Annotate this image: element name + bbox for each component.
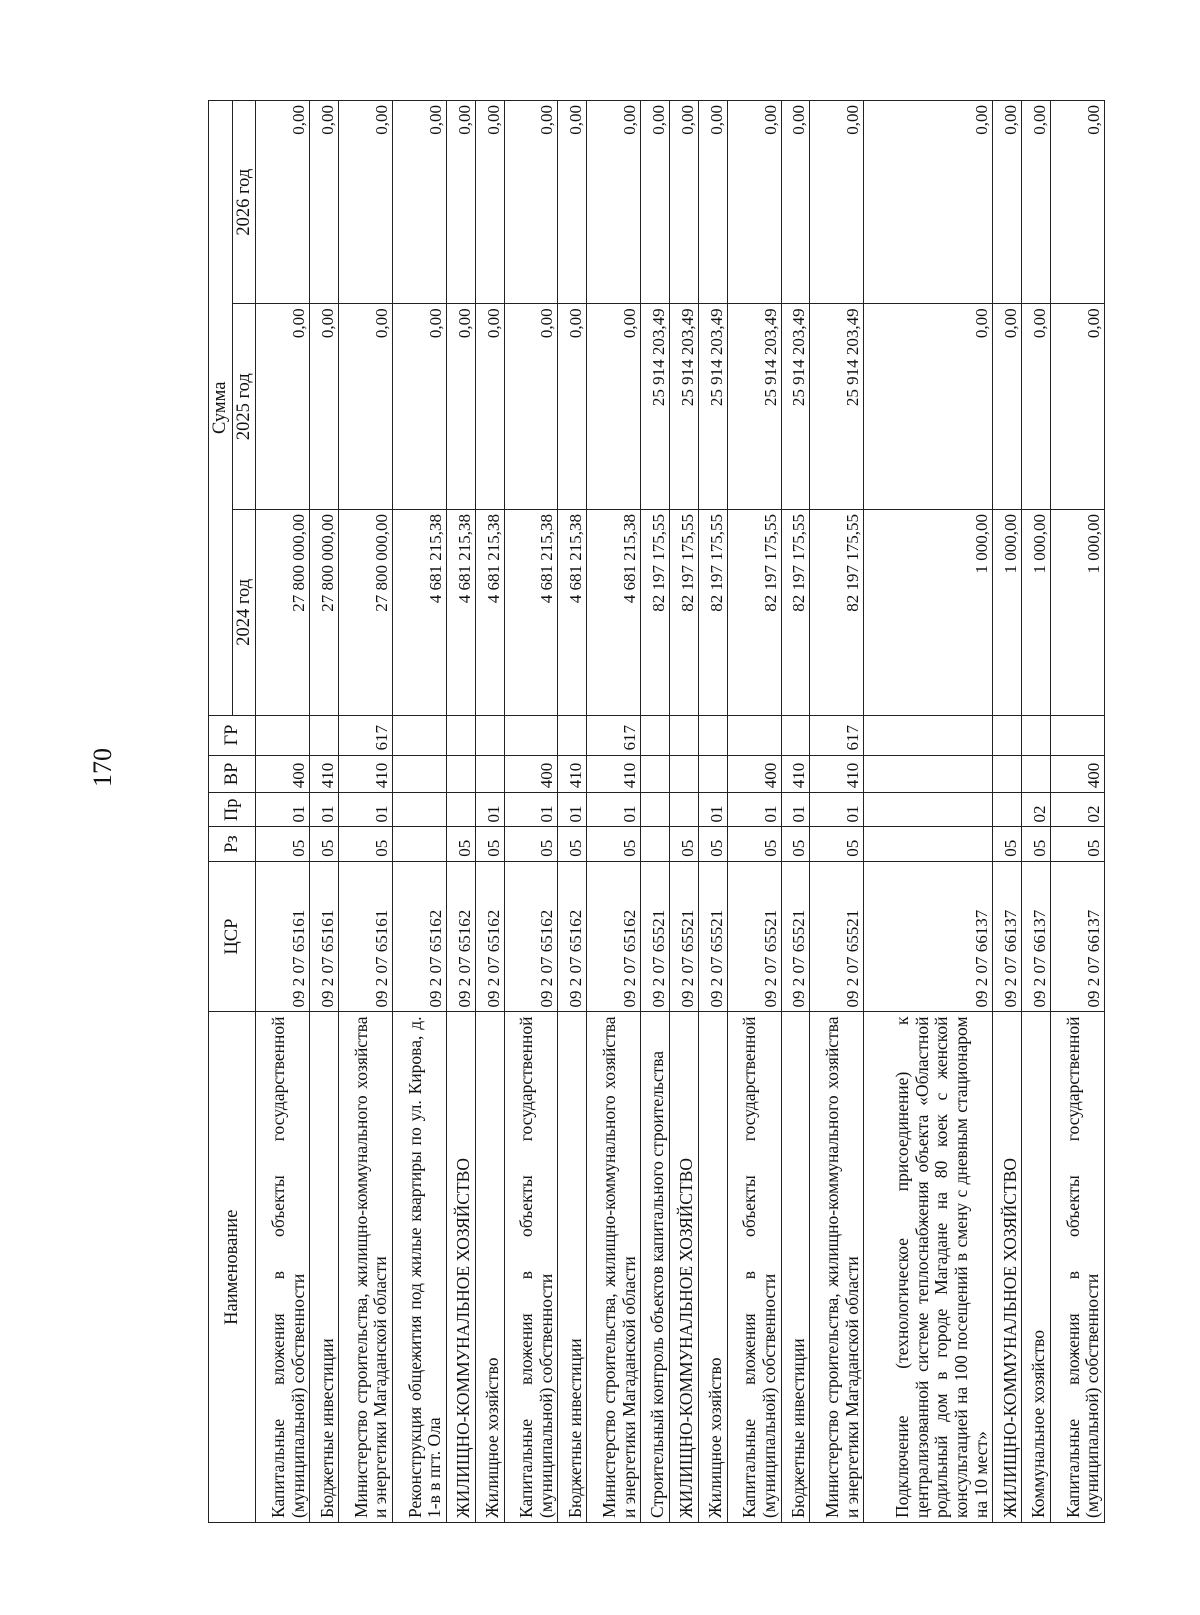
cell-rz — [864, 827, 993, 861]
cell-vr — [393, 755, 447, 793]
cell-2024: 4 681 215,38 — [558, 509, 587, 715]
cell-2025: 25 914 203,49 — [810, 304, 864, 510]
cell-gr — [1022, 715, 1051, 755]
table-row — [864, 101, 993, 1523]
cell-2024: 82 197 175,55 — [810, 509, 864, 715]
cell-csr: 09 2 07 65161 — [256, 861, 310, 1012]
cell-pr — [446, 793, 475, 827]
cell-vr: 400 — [504, 755, 558, 793]
cell-gr — [558, 715, 587, 755]
cell-csr: 09 2 07 65162 — [558, 861, 587, 1012]
cell-vr: 410 — [810, 755, 864, 793]
cell-2024: 27 800 000,00 — [310, 509, 339, 715]
cell-csr: 09 2 07 65521 — [641, 861, 670, 1012]
cell-gr — [475, 715, 504, 755]
table-row — [810, 101, 864, 1523]
cell-csr: 09 2 07 65162 — [504, 861, 558, 1012]
cell-name: Бюджетные инвестиции — [558, 1012, 587, 1523]
cell-csr: 09 2 07 66137 — [993, 861, 1022, 1012]
cell-gr — [727, 715, 781, 755]
cell-csr: 09 2 07 65521 — [727, 861, 781, 1012]
cell-vr: 410 — [781, 755, 810, 793]
col-csr-header: ЦСР — [209, 861, 256, 1012]
cell-gr: 617 — [339, 715, 393, 755]
cell-vr: 400 — [256, 755, 310, 793]
col-2024-header: 2024 год — [232, 509, 256, 715]
cell-2024: 27 800 000,00 — [339, 509, 393, 715]
cell-vr — [670, 755, 699, 793]
cell-2024: 82 197 175,55 — [727, 509, 781, 715]
cell-gr — [446, 715, 475, 755]
budget-table-rotated — [208, 100, 1105, 1523]
cell-name: Строительный контроль объектов капитального строительства — [641, 1012, 670, 1523]
cell-pr: 01 — [475, 793, 504, 827]
col-rz-header: Рз — [209, 827, 256, 861]
cell-name: Бюджетные инвестиции — [781, 1012, 810, 1523]
cell-pr: 01 — [727, 793, 781, 827]
cell-2026: 0,00 — [810, 101, 864, 304]
cell-name: Министерство строительства, жилищно-коммунального хозяйства и энергетики Магаданской области — [339, 1012, 393, 1523]
cell-vr: 400 — [727, 755, 781, 793]
cell-vr: 410 — [310, 755, 339, 793]
cell-pr — [670, 793, 699, 827]
cell-vr — [1022, 755, 1051, 793]
cell-vr: 400 — [1050, 755, 1104, 793]
table-row — [641, 101, 670, 1523]
cell-pr — [641, 793, 670, 827]
cell-vr — [641, 755, 670, 793]
cell-csr: 09 2 07 65162 — [587, 861, 641, 1012]
cell-2026: 0,00 — [1050, 101, 1104, 304]
col-name-header: Наименование — [209, 1012, 256, 1523]
cell-rz: 05 — [587, 827, 641, 861]
cell-rz: 05 — [727, 827, 781, 861]
cell-2025: 0,00 — [504, 304, 558, 510]
cell-2025: 0,00 — [993, 304, 1022, 510]
cell-pr: 01 — [810, 793, 864, 827]
cell-2025: 0,00 — [475, 304, 504, 510]
cell-2026: 0,00 — [393, 101, 447, 304]
cell-csr: 09 2 07 65161 — [310, 861, 339, 1012]
cell-gr — [670, 715, 699, 755]
cell-2024: 1 000,00 — [864, 509, 993, 715]
cell-name: ЖИЛИЩНО-КОММУНАЛЬНОЕ ХОЗЯЙСТВО — [993, 1012, 1022, 1523]
cell-2024: 1 000,00 — [1050, 509, 1104, 715]
cell-name: Министерство строительства, жилищно-коммунального хозяйства и энергетики Магаданской области — [810, 1012, 864, 1523]
cell-2025: 25 914 203,49 — [670, 304, 699, 510]
cell-rz: 05 — [446, 827, 475, 861]
cell-rz: 05 — [781, 827, 810, 861]
cell-name: Жилищное хозяйство — [475, 1012, 504, 1523]
cell-2026: 0,00 — [1022, 101, 1051, 304]
table-row — [670, 101, 699, 1523]
cell-vr — [446, 755, 475, 793]
cell-2024: 82 197 175,55 — [781, 509, 810, 715]
cell-rz: 05 — [558, 827, 587, 861]
cell-pr: 01 — [310, 793, 339, 827]
cell-pr — [993, 793, 1022, 827]
cell-2024: 82 197 175,55 — [670, 509, 699, 715]
cell-rz: 05 — [810, 827, 864, 861]
cell-2026: 0,00 — [993, 101, 1022, 304]
cell-vr — [475, 755, 504, 793]
cell-2024: 1 000,00 — [1022, 509, 1051, 715]
cell-gr — [1050, 715, 1104, 755]
cell-vr: 410 — [587, 755, 641, 793]
cell-csr: 09 2 07 65521 — [698, 861, 727, 1012]
cell-name: Бюджетные инвестиции — [310, 1012, 339, 1523]
cell-csr: 09 2 07 66137 — [1050, 861, 1104, 1012]
table-row — [781, 101, 810, 1523]
cell-csr: 09 2 07 65162 — [393, 861, 447, 1012]
cell-name: Жилищное хозяйство — [698, 1012, 727, 1523]
cell-2025: 25 914 203,49 — [727, 304, 781, 510]
cell-rz: 05 — [256, 827, 310, 861]
cell-csr: 09 2 07 65161 — [339, 861, 393, 1012]
col-pr-header: Пр — [209, 793, 256, 827]
cell-pr — [393, 793, 447, 827]
cell-2024: 4 681 215,38 — [504, 509, 558, 715]
cell-csr: 09 2 07 65521 — [670, 861, 699, 1012]
table-row — [558, 101, 587, 1523]
cell-2024: 82 197 175,55 — [641, 509, 670, 715]
cell-pr: 02 — [1022, 793, 1051, 827]
cell-2026: 0,00 — [864, 101, 993, 304]
cell-name: Капитальные вложения в объекты государственной (муниципальной) собственности — [256, 1012, 310, 1523]
table-row — [475, 101, 504, 1523]
cell-rz — [641, 827, 670, 861]
cell-gr: 617 — [810, 715, 864, 755]
cell-2024: 4 681 215,38 — [446, 509, 475, 715]
table-row — [1050, 101, 1104, 1523]
cell-gr — [993, 715, 1022, 755]
cell-2026: 0,00 — [641, 101, 670, 304]
cell-name: Коммунальное хозяйство — [1022, 1012, 1051, 1523]
cell-vr: 410 — [339, 755, 393, 793]
cell-2024: 4 681 215,38 — [475, 509, 504, 715]
table-row — [504, 101, 558, 1523]
table-row — [993, 101, 1022, 1523]
cell-name: Капитальные вложения в объекты государственной (муниципальной) собственности — [504, 1012, 558, 1523]
cell-pr: 01 — [781, 793, 810, 827]
cell-csr: 09 2 07 66137 — [1022, 861, 1051, 1012]
cell-2025: 0,00 — [558, 304, 587, 510]
cell-vr — [698, 755, 727, 793]
col-vr-header: ВР — [209, 755, 256, 793]
col-sum-header: Сумма — [209, 101, 233, 716]
cell-rz: 05 — [310, 827, 339, 861]
cell-2024: 27 800 000,00 — [256, 509, 310, 715]
table-row — [727, 101, 781, 1523]
cell-2025: 25 914 203,49 — [698, 304, 727, 510]
col-2025-header: 2025 год — [232, 304, 256, 510]
page-number: 170 — [88, 748, 117, 787]
table-row — [256, 101, 310, 1523]
table-row — [393, 101, 447, 1523]
table-row — [339, 101, 393, 1523]
cell-rz: 05 — [1022, 827, 1051, 861]
cell-pr: 02 — [1050, 793, 1104, 827]
cell-2026: 0,00 — [781, 101, 810, 304]
cell-pr — [864, 793, 993, 827]
cell-vr: 410 — [558, 755, 587, 793]
cell-csr: 09 2 07 65521 — [781, 861, 810, 1012]
cell-2025: 25 914 203,49 — [781, 304, 810, 510]
cell-2026: 0,00 — [446, 101, 475, 304]
cell-2024: 82 197 175,55 — [698, 509, 727, 715]
cell-rz: 05 — [504, 827, 558, 861]
cell-name: Капитальные вложения в объекты государственной (муниципальной) собственности — [1050, 1012, 1104, 1523]
cell-gr — [781, 715, 810, 755]
cell-2025: 0,00 — [587, 304, 641, 510]
cell-2026: 0,00 — [475, 101, 504, 304]
cell-2026: 0,00 — [558, 101, 587, 304]
table-body — [256, 101, 1105, 1523]
cell-pr: 01 — [698, 793, 727, 827]
cell-2025: 0,00 — [1022, 304, 1051, 510]
cell-2024: 4 681 215,38 — [393, 509, 447, 715]
cell-gr — [504, 715, 558, 755]
table-row — [698, 101, 727, 1523]
cell-rz: 05 — [339, 827, 393, 861]
cell-2025: 0,00 — [256, 304, 310, 510]
cell-rz: 05 — [670, 827, 699, 861]
cell-vr — [864, 755, 993, 793]
cell-rz: 05 — [698, 827, 727, 861]
cell-csr: 09 2 07 65162 — [446, 861, 475, 1012]
cell-gr — [310, 715, 339, 755]
cell-2025: 25 914 203,49 — [641, 304, 670, 510]
cell-2026: 0,00 — [310, 101, 339, 304]
cell-gr — [393, 715, 447, 755]
cell-gr: 617 — [587, 715, 641, 755]
cell-2026: 0,00 — [698, 101, 727, 304]
cell-2025: 0,00 — [393, 304, 447, 510]
col-2026-header: 2026 год — [232, 101, 256, 304]
cell-pr: 01 — [256, 793, 310, 827]
cell-2026: 0,00 — [670, 101, 699, 304]
cell-csr: 09 2 07 66137 — [864, 861, 993, 1012]
cell-name: Реконструкция общежития под жилые квартиры по ул. Кирова, д. 1-в в пгт. Ола — [393, 1012, 447, 1523]
cell-name: Министерство строительства, жилищно-коммунального хозяйства и энергетики Магаданской области — [587, 1012, 641, 1523]
cell-vr — [993, 755, 1022, 793]
cell-csr: 09 2 07 65521 — [810, 861, 864, 1012]
cell-gr — [641, 715, 670, 755]
cell-name: ЖИЛИЩНО-КОММУНАЛЬНОЕ ХОЗЯЙСТВО — [670, 1012, 699, 1523]
cell-gr — [698, 715, 727, 755]
cell-pr: 01 — [558, 793, 587, 827]
cell-pr: 01 — [587, 793, 641, 827]
cell-name: ЖИЛИЩНО-КОММУНАЛЬНОЕ ХОЗЯЙСТВО — [446, 1012, 475, 1523]
cell-pr: 01 — [339, 793, 393, 827]
cell-rz: 05 — [993, 827, 1022, 861]
table-row — [310, 101, 339, 1523]
cell-2025: 0,00 — [864, 304, 993, 510]
cell-2026: 0,00 — [587, 101, 641, 304]
cell-gr — [256, 715, 310, 755]
cell-gr — [864, 715, 993, 755]
cell-2025: 0,00 — [310, 304, 339, 510]
cell-pr: 01 — [504, 793, 558, 827]
header-row — [209, 101, 233, 1523]
table-row — [1022, 101, 1051, 1523]
table-row — [446, 101, 475, 1523]
cell-name: Капитальные вложения в объекты государственной (муниципальной) собственности — [727, 1012, 781, 1523]
cell-rz: 05 — [1050, 827, 1104, 861]
cell-2026: 0,00 — [339, 101, 393, 304]
cell-2024: 4 681 215,38 — [587, 509, 641, 715]
cell-name: Подключение (технологическое присоединение) к централизованной системе теплоснабжения объекта «Областной родильный дом в городе Магадане на 80 коек с женской консультацией на 100 посещений в смену с дневным стационаром на 10 мест» — [864, 1012, 993, 1523]
cell-2026: 0,00 — [256, 101, 310, 304]
cell-2024: 1 000,00 — [993, 509, 1022, 715]
cell-2025: 0,00 — [446, 304, 475, 510]
col-gr-header: ГР — [209, 715, 256, 755]
cell-rz: 05 — [475, 827, 504, 861]
cell-csr: 09 2 07 65162 — [475, 861, 504, 1012]
cell-2026: 0,00 — [727, 101, 781, 304]
budget-table — [208, 100, 1105, 1523]
cell-rz — [393, 827, 447, 861]
cell-2025: 0,00 — [339, 304, 393, 510]
cell-2026: 0,00 — [504, 101, 558, 304]
table-row — [587, 101, 641, 1523]
cell-2025: 0,00 — [1050, 304, 1104, 510]
